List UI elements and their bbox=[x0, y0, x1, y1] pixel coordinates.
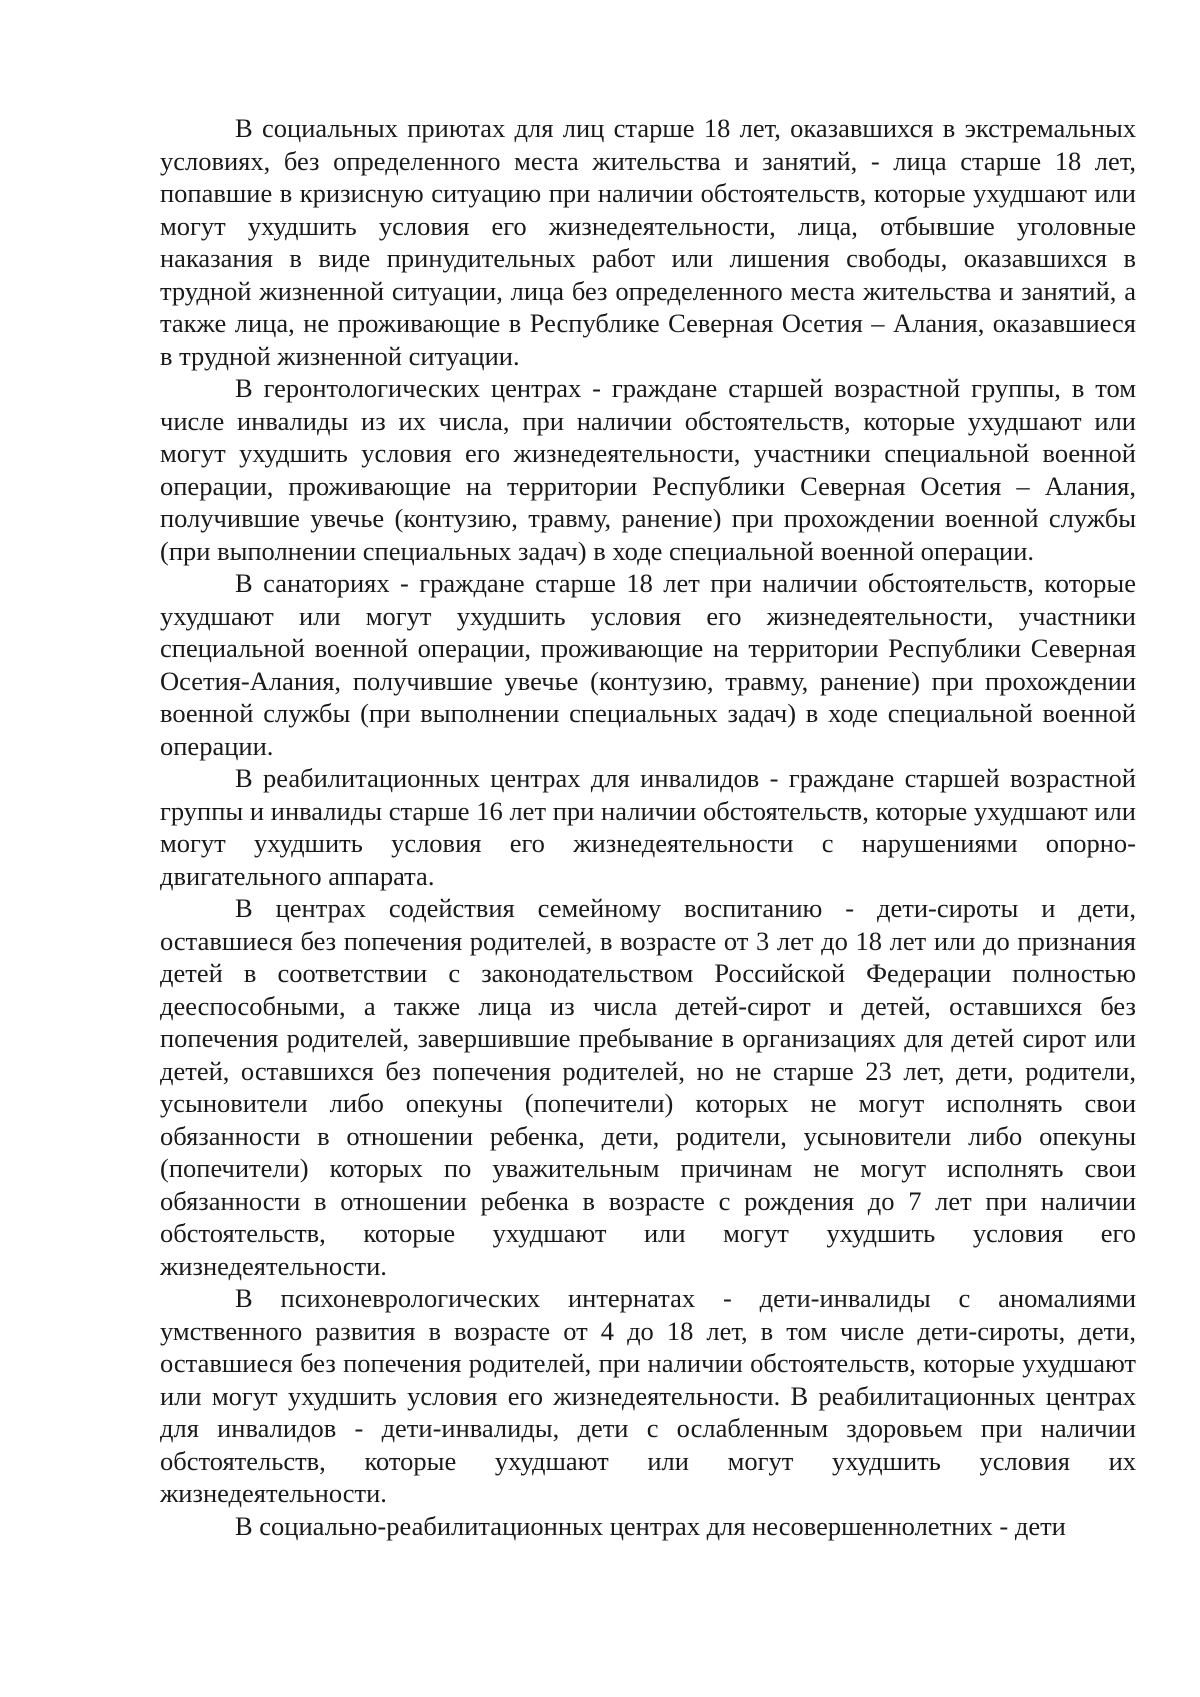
paragraph-rehab-centers-disabled: В реабилитационных центрах для инвалидов - граждане старшей возрастной группы и инвалиды старше 16 лет при наличии обстоятельств, которые ухудшают или могут ухудшить условия его жизнедеятельности с нарушениями опорно-двигательного аппарата. bbox=[160, 763, 1136, 891]
paragraph-social-shelters: В социальных приютах для лиц старше 18 лет, оказавшихся в экстремальных условиях, без определенного места жительства и занятий, - лица старше 18 лет, попавшие в кризисную ситуацию при наличии обстоятельств, которые ухудшают или могут ухудшить условия его жизнедеятельности, лица, отбывшие уголовные наказания в виде принудительных работ или лишения свободы, оказавшихся в трудной жизненной ситуации, лица без определенного места жительства и занятий, а также лица, не проживающие в Республике Северная Осетия – Алания, оказавшиеся в трудной жизненной ситуации. bbox=[160, 113, 1136, 371]
paragraph-sanatoriums: В санаториях - граждане старше 18 лет при наличии обстоятельств, которые ухудшают или могут ухудшить условия его жизнедеятельности, участники специальной военной операции, проживающие на территории Республики Северная Осетия-Алания, получившие увечье (контузию, травму, ранение) при прохождении военной службы (при выполнении специальных задач) в ходе специальной военной операции. bbox=[160, 568, 1136, 761]
paragraph-social-rehab-minors: В социально-реабилитационных центрах для несовершеннолетних - дети bbox=[235, 1510, 1066, 1541]
document-body bbox=[160, 112, 1136, 1542]
paragraph-gerontology-centers: В геронтологических центрах - граждане старшей возрастной группы, в том числе инвалиды из их числа, при наличии обстоятельств, которые ухудшают или могут ухудшить условия его жизнедеятельности, участники специальной военной операции, проживающие на территории Республики Северная Осетия – Алания, получившие увечье (контузию, травму, ранение) при прохождении военной службы (при выполнении специальных задач) в ходе специальной военной операции. bbox=[160, 373, 1136, 566]
paragraph-psychoneurological-boarding: В психоневрологических интернатах - дети-инвалиды с аномалиями умственного развития в возрасте от 4 до 18 лет, в том числе дети-сироты, дети, оставшиеся без попечения родителей, при наличии обстоятельств, которые ухудшают или могут ухудшить условия его жизнедеятельности. В реабилитационных центрах для инвалидов - дети-инвалиды, дети с ослабленным здоровьем при наличии обстоятельств, которые ухудшают или могут ухудшить условия их жизнедеятельности. bbox=[160, 1283, 1136, 1508]
paragraph-family-upbringing-centers: В центрах содействия семейному воспитанию - дети-сироты и дети, оставшиеся без попечения родителей, в возрасте от 3 лет до 18 лет или до признания детей в соответствии с законодательством Российской Федерации полностью дееспособными, а также лица из числа детей-сирот и детей, оставшихся без попечения родителей, завершившие пребывание в организациях для детей сирот или детей, оставшихся без попечения родителей, но не старше 23 лет, дети, родители, усыновители либо опекуны (попечители) которых не могут исполнять свои обязанности в отношении ребенка, дети, родители, усыновители либо опекуны (попечители) которых по уважительным причинам не могут исполнять свои обязанности в отношении ребенка в возрасте с рождения до 7 лет при наличии обстоятельств, которые ухудшают или могут ухудшить условия его жизнедеятельности. bbox=[160, 893, 1136, 1281]
